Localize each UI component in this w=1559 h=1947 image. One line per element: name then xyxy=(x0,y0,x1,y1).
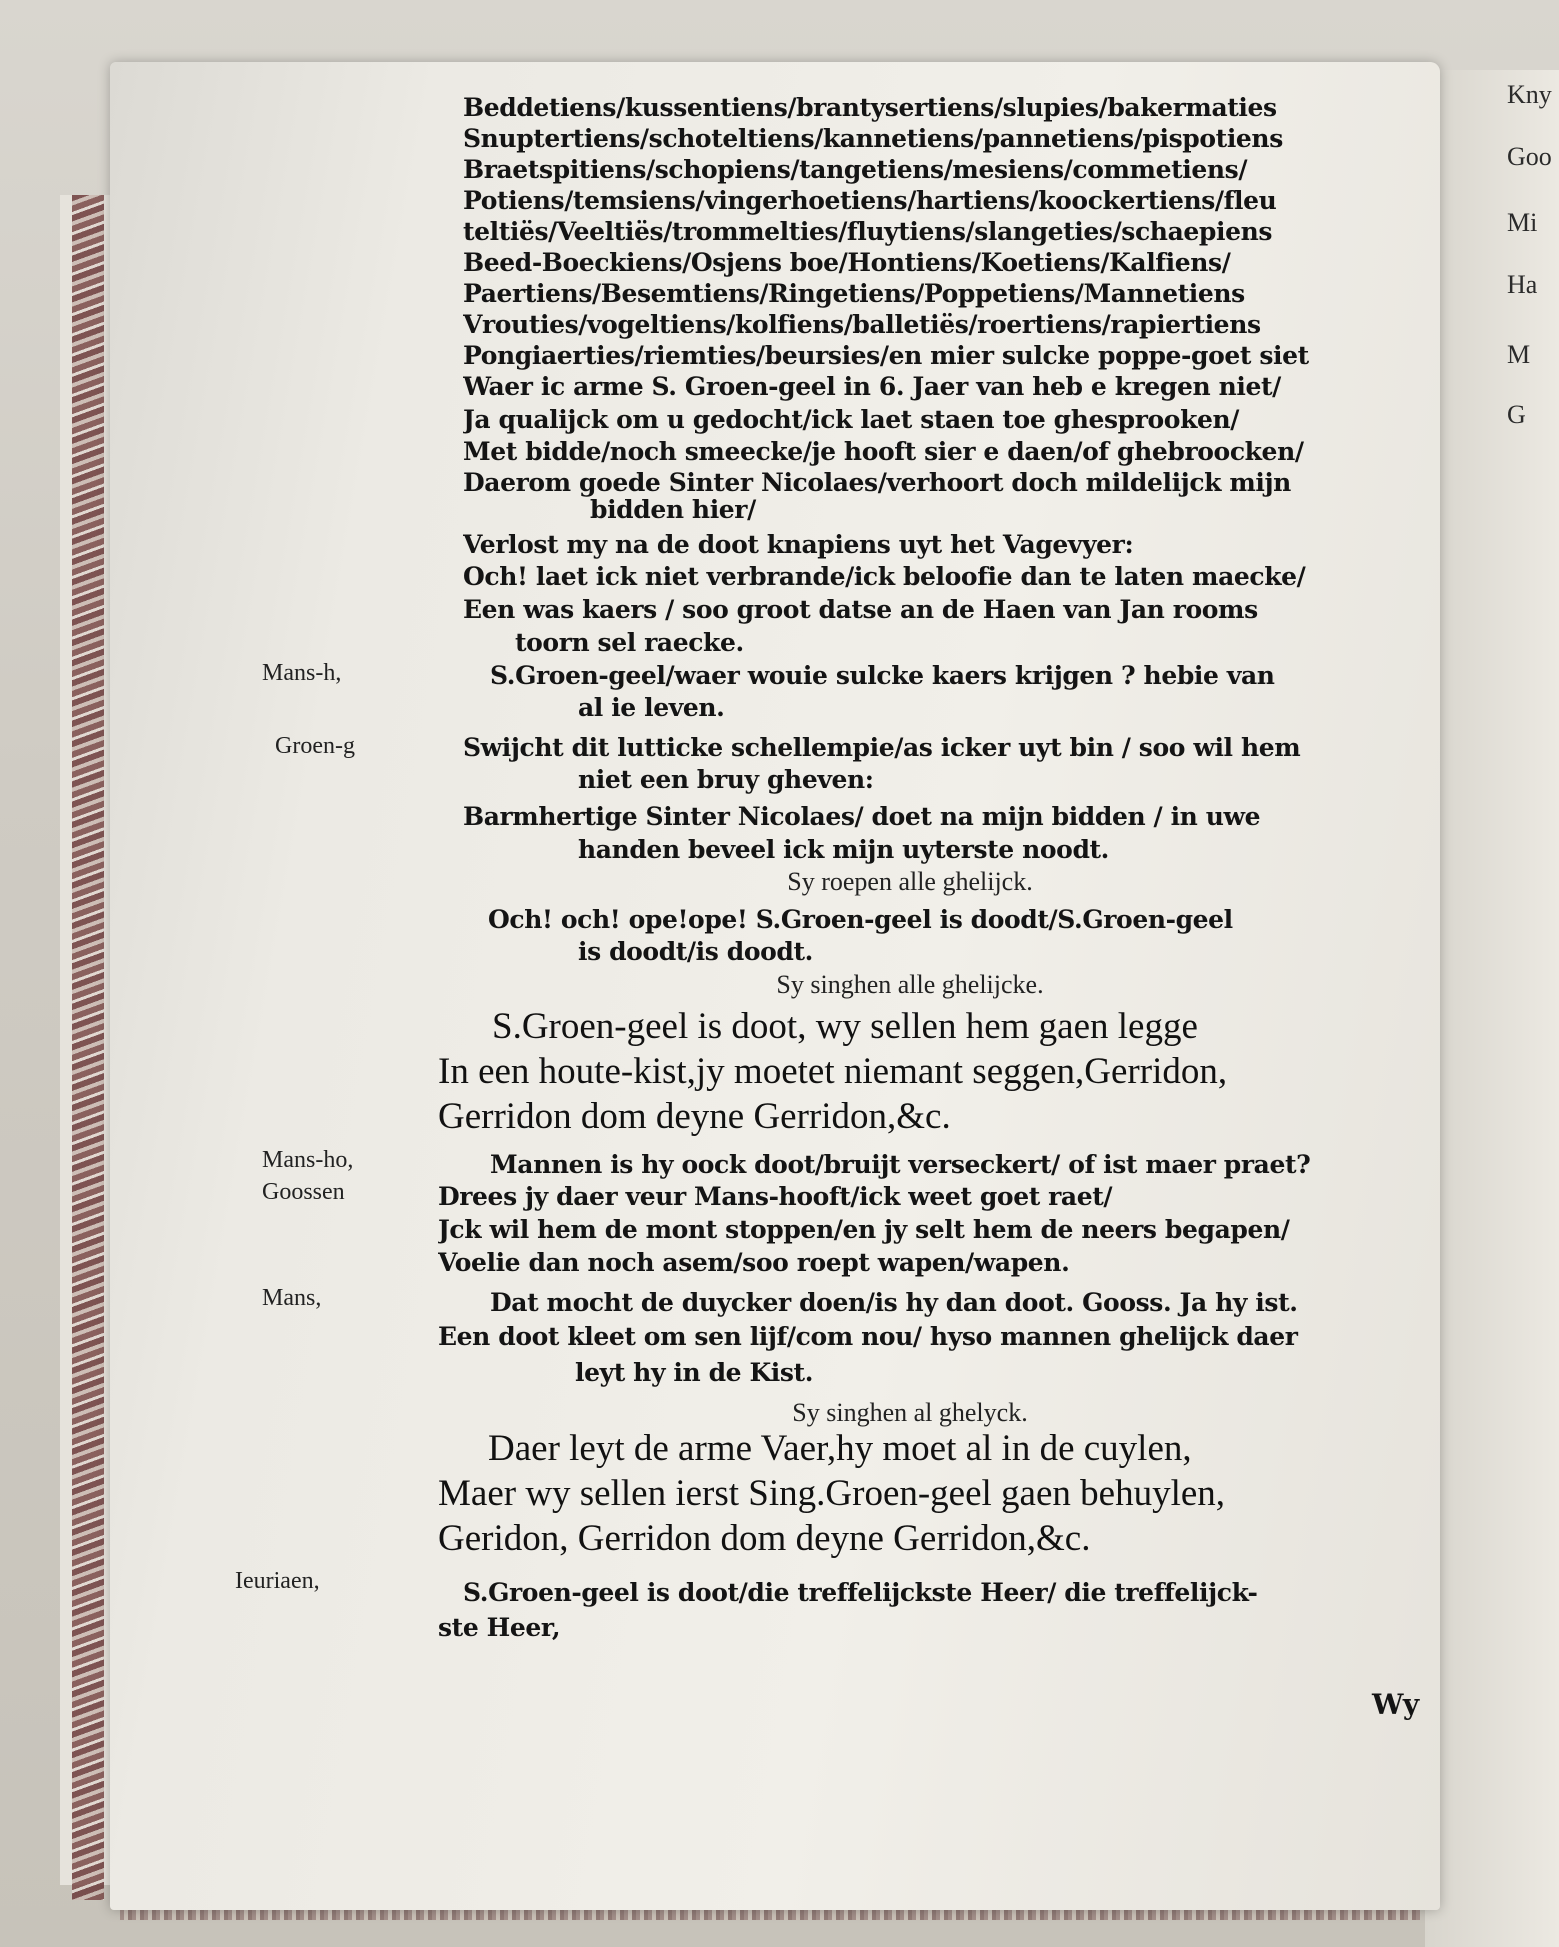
facing-page-fragment: Mi xyxy=(1507,208,1538,237)
facing-page-fragment: Ha xyxy=(1507,270,1538,299)
speaker-label: Mans-ho, xyxy=(262,1147,354,1173)
text-line: Snuptertiens/schoteltiens/kannetiens/pannetiens/pispotiens xyxy=(463,124,1283,153)
text-line: Och! och! ope!ope! S.Groen-geel is doodt/S.Groen-geel xyxy=(488,905,1233,934)
text-line: teltiës/Veeltiës/trommelties/fluytiens/slangeties/schaepiens xyxy=(463,217,1273,246)
speaker-label: Goossen xyxy=(262,1179,345,1205)
song-line: Geridon, Gerridon dom deyne Gerridon,&c. xyxy=(438,1518,1091,1559)
text-line: Een doot kleet om sen lijf/com nou/ hyso mannen ghelijck daer xyxy=(438,1322,1298,1351)
speaker-label: Groen-g xyxy=(275,733,355,759)
song-line: Gerridon dom deyne Gerridon,&c. xyxy=(438,1096,951,1137)
text-line: toorn sel raecke. xyxy=(515,628,744,657)
text-line: Pongiaerties/riemties/beursies/en mier sulcke poppe-goet siet xyxy=(463,341,1309,370)
text-line: handen beveel ick mijn uyterste noodt. xyxy=(578,835,1109,864)
song-line: Daer leyt de arme Vaer,hy moet al in de cuylen, xyxy=(488,1428,1192,1469)
text-line: Dat mocht de duycker doen/is hy dan doot. Gooss. Ja hy ist. xyxy=(490,1288,1298,1317)
stage-direction: Sy roepen alle ghelijck. xyxy=(787,867,1033,896)
text-line: Braetspitiens/schopiens/tangetiens/mesiens/commetiens/ xyxy=(463,155,1248,184)
text-line: Och! laet ick niet verbrande/ick beloofie dan te laten maecke/ xyxy=(463,562,1306,591)
stage-direction: Sy singhen alle ghelijcke. xyxy=(776,970,1044,999)
text-line: Voelie dan noch asem/soo roept wapen/wapen. xyxy=(438,1248,1070,1277)
text-line: Waer ic arme S. Groen-geel in 6. Jaer van heb e kregen niet/ xyxy=(463,372,1281,401)
text-line: niet een bruy gheven: xyxy=(578,765,874,794)
text-line: Met bidde/noch smeecke/je hooft sier e daen/of ghebroocken/ xyxy=(463,437,1304,466)
catchword: Wy xyxy=(1372,1688,1420,1721)
text-line: leyt hy in de Kist. xyxy=(575,1358,814,1387)
text-line: Swijcht dit lutticke schellempie/as icker uyt bin / soo wil hem xyxy=(463,733,1301,762)
text-line: S.Groen-geel/waer wouie sulcke kaers krijgen ? hebie van xyxy=(490,661,1275,690)
stage-direction: Sy singhen al ghelyck. xyxy=(792,1398,1028,1427)
text-line: Ja qualijck om u gedocht/ick laet staen toe ghesprooken/ xyxy=(463,405,1240,434)
text-line: Paertiens/Besemtiens/Ringetiens/Poppetiens/Mannetiens xyxy=(463,279,1245,308)
text-line: bidden hier/ xyxy=(590,495,756,524)
text-line: Barmhertige Sinter Nicolaes/ doet na mijn bidden / in uwe xyxy=(463,802,1261,831)
song-line: S.Groen-geel is doot, wy sellen hem gaen legge xyxy=(492,1006,1198,1047)
text-line: Potiens/temsiens/vingerhoetiens/hartiens/koockertiens/fleu xyxy=(463,186,1277,215)
text-line: is doodt/is doodt. xyxy=(578,937,813,966)
song-line: Maer wy sellen ierst Sing.Groen-geel gaen behuylen, xyxy=(438,1473,1226,1514)
speaker-label: Mans, xyxy=(262,1285,322,1311)
speaker-label: Mans-h, xyxy=(262,660,342,686)
facing-page-fragment: Kny xyxy=(1507,80,1552,109)
facing-page-fragment: Goo xyxy=(1507,142,1552,171)
facing-page-fragment: M xyxy=(1507,340,1531,369)
text-line: Drees jy daer veur Mans-hooft/ick weet goet raet/ xyxy=(438,1182,1113,1211)
text-line: Verlost my na de doot knapiens uyt het Vagevyer: xyxy=(463,530,1134,559)
text-line: ste Heer, xyxy=(438,1613,561,1642)
speaker-label: Ieuriaen, xyxy=(235,1568,320,1594)
text-line: Een was kaers / soo groot datse an de Haen van Jan rooms xyxy=(463,595,1258,624)
text-line: Vrouties/vogeltiens/kolfiens/balletiës/roertiens/rapiertiens xyxy=(463,310,1261,339)
text-line: Beed-Boeckiens/Osjens boe/Hontiens/Koetiens/Kalfiens/ xyxy=(463,248,1231,277)
text-line: S.Groen-geel is doot/die treffelijckste Heer/ die treffelijck- xyxy=(463,1578,1258,1607)
facing-page-fragment: G xyxy=(1507,400,1526,429)
text-line: Jck wil hem de mont stoppen/en jy selt hem de neers begapen/ xyxy=(438,1215,1290,1244)
marbled-edge xyxy=(72,195,104,1900)
text-line: Beddetiens/kussentiens/brantysertiens/slupies/bakermaties xyxy=(463,93,1277,122)
text-line: Daerom goede Sinter Nicolaes/verhoort doch mildelijck mijn xyxy=(463,468,1291,497)
song-line: In een houte-kist,jy moetet niemant seggen,Gerridon, xyxy=(438,1051,1228,1092)
text-line: Mannen is hy oock doot/bruijt verseckert/ of ist maer praet? xyxy=(490,1150,1311,1179)
text-line: al ie leven. xyxy=(578,693,725,722)
